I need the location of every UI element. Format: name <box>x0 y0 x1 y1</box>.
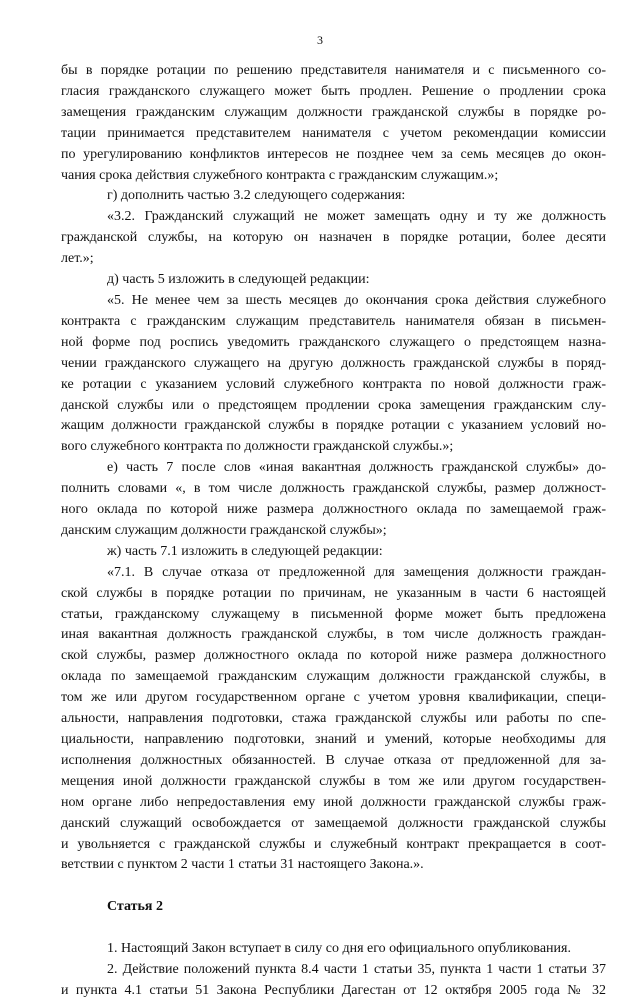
text-line: мещения иной должности гражданской службы в том же или другом государствен- <box>61 773 606 789</box>
text-line: и пункта 4.1 статьи 51 Закона Республики Дагестан от 12 октября 2005 года № 32 <box>61 983 606 999</box>
text-line: д) часть 5 изложить в следующей редакции: <box>107 272 370 288</box>
text-line: контракта с гражданским служащим представитель нанимателя обязан в письмен- <box>61 313 606 329</box>
page-number: 3 <box>317 33 323 47</box>
text-line: циальности, направлению подготовки, знаний и умений, которые необходимы для <box>61 732 606 747</box>
text-line: данским служащим должности гражданской службы»; <box>61 522 387 538</box>
text-line: г) дополнить частью 3.2 следующего содержания: <box>107 188 406 204</box>
text-line: чания срока действия служебного контракта с гражданским служащим.»; <box>61 167 499 183</box>
text-line: гражданской службы, на которую он назначен в порядке ротации, более десяти <box>61 230 606 246</box>
text-line: «5. Не менее чем за шесть месяцев до окончания срока действия служебного <box>107 292 606 308</box>
text-line: лет.»; <box>61 251 94 267</box>
text-line: статьи, гражданскому служащему в письменной форме может быть предложена <box>61 606 606 622</box>
text-line: ж) часть 7.1 изложить в следующей редакции: <box>107 543 383 559</box>
text-line: ской службы, размер должностного оклада по которой ниже размера должностного <box>61 648 606 664</box>
text-line: оклада по замещаемой гражданским служащим должности гражданской службы, в <box>61 669 606 685</box>
text-line: по урегулированию конфликтов интересов не позднее чем за семь месяцев до окон- <box>61 146 606 162</box>
text-line: гласия гражданского служащего может быть продлен. Решение о продлении срока <box>61 83 606 99</box>
text-line: бы в порядке ротации по решению представителя нанимателя и с письменного со- <box>61 63 606 78</box>
text-line: тации принимается представителем нанимателя с учетом рекомендации комиссии <box>61 125 606 141</box>
document-body <box>61 61 606 1002</box>
text-line: вого служебного контракта по должности гражданской службы.»; <box>61 439 454 455</box>
text-line: альности, направления подготовки, стажа гражданской службы или работы по спе- <box>61 711 606 727</box>
text-line: ного оклада по которой ниже размера должностного оклада по замещаемой граж- <box>61 502 606 518</box>
text-line: ветствии с пунктом 2 части 1 статьи 31 настоящего Закона.». <box>61 857 424 873</box>
text-line: «3.2. Гражданский служащий не может замещать одну и ту же должность <box>107 209 606 225</box>
text-line: жащим должности гражданской службы в порядке ротации с указанием условий но- <box>61 418 606 434</box>
text-line: ке ротации с указанием условий служебного контракта по новой должности граж- <box>61 376 606 392</box>
text-line: ской службы в порядке ротации по причинам, не указанным в части 6 настоящей <box>61 585 606 601</box>
article-heading: Статья 2 <box>107 899 163 915</box>
text-line: исполнения должностных обязанностей. В случае отказа от предложенной для за- <box>61 752 606 768</box>
text-line: ной форме под роспись уведомить гражданского служащего о предстоящем назна- <box>61 334 606 350</box>
text-line: е) часть 7 после слов «иная вакантная должность гражданской службы» до- <box>107 460 606 476</box>
text-line: данский служащий освобождается от замещаемой должности гражданской службы <box>61 815 606 831</box>
text-line: 2. Действие положений пункта 8.4 части 1 статьи 35, пункта 1 части 1 статьи 37 <box>107 962 606 978</box>
text-line: «7.1. В случае отказа от предложенной для замещения должности граждан- <box>107 564 606 580</box>
text-line: ном органе либо непредоставления ему иной должности гражданской службы граж- <box>61 794 606 810</box>
text-line: и увольняется с гражданской службы и служебный контракт прекращается в соот- <box>61 836 606 852</box>
text-line: полнить словами «, в том числе должность гражданской службы, размер должност- <box>61 481 606 497</box>
text-line: иная вакантная должность гражданской службы, в том числе должность граждан- <box>61 627 606 643</box>
text-line: замещения гражданским служащим должности гражданской службы в порядке ро- <box>61 104 606 120</box>
text-line: чении гражданского служащего на другую должность гражданской службы в поряд- <box>61 355 606 371</box>
text-line: том же или другом государственном органе с учетом уровня квалификации, специ- <box>61 690 606 706</box>
text-line: 1. Настоящий Закон вступает в силу со дня его официального опубликования. <box>107 941 571 957</box>
text-line: данской службы или о предстоящем продлении срока замещения гражданским слу- <box>61 397 606 413</box>
